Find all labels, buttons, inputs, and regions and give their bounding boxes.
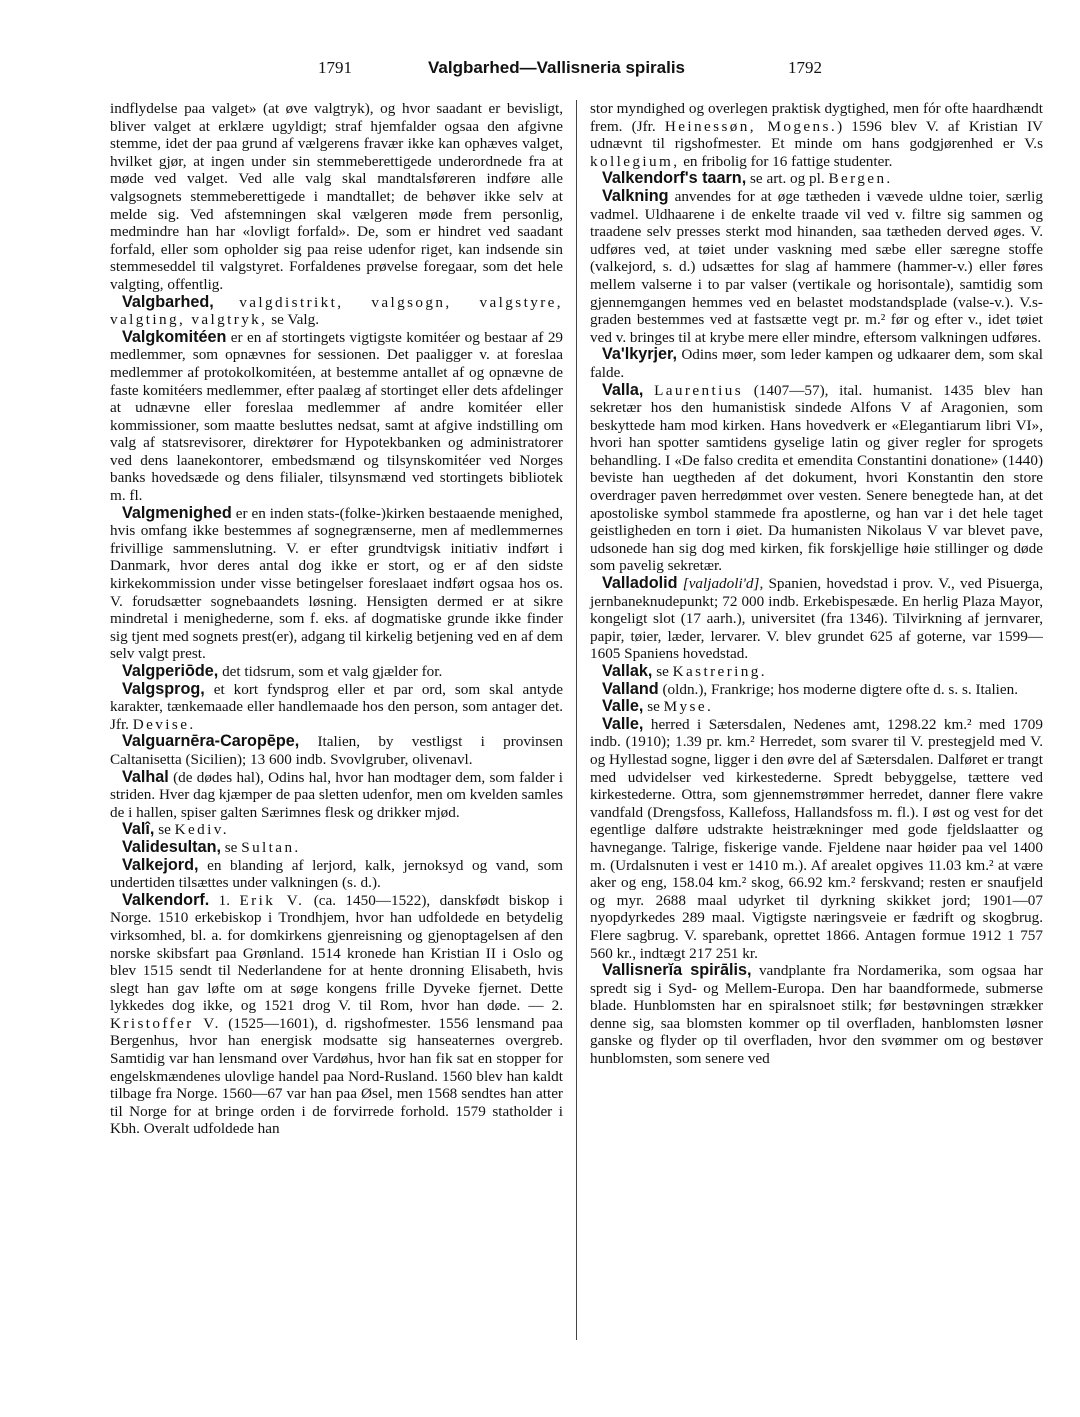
entry-continuation: indflydelse paa valget» (at øve valgtryk), og hvor saadant er bevisligt, bliver valget at erklære ugyldigt; straf hjemfalder ogsaa den afgivne stemme, idet der paa grund af vælgerens fravær ikke kan ophæves valget, hvilket gjør, at ingen under sin stemmeberettigede underordnede fra at møde ved valget. Ved alle valg skal mandtalsføreren indføre alle valgsognets stemmeberettigede i mandtallet; de behøver ikke selv at melde sig. Ved afstemningen skal vælgeren møde frem personlig, medmindre han har «lovligt forfald». De, som er hindret ved saadant forfald, eller som opholder sig paa reise udenfor riget, kan indsende sin stemmeseddel til valgstyret. Forfaldenes prøvelse foregaar, som det hele valgting, offentlig.	[110, 100, 563, 293]
entry-valgperiode: Valgperiōde, det tidsrum, som et valg gjælder for.	[122, 662, 443, 680]
entry-valgkomiteen: Valgkomitéen er en af stortingets vigtigste komitéer og bestaar af 29 medlemmer, som opnævnes for sessionen. Det paaligger v. at foreslaa medlemmer af protokolkomitéen, at bestemme antallet af og opnævne de faste komitéers medlemmer, efter paalæg af stortinget eller dets afdelinger at udnævne eller foreslaa medlemmer af andre komitéer eller kommissioner, som maatte besluttes nedsat, samt at afgive indstilling om valg af statsrevisorer, direktører for Hypotekbanken og administratorer ved dens laanekontorer, embedsmænd og tilsynskomitéer ved Norges banks hovedsæde og dens filialer, tilsynsmænd ved stortingets bibliotek m. fl.	[110, 327, 564, 505]
entry-valland: Valland (oldn.), Frankrige; hos moderne digtere ofte d. s. s. Italien.	[602, 679, 1019, 698]
entry-vallisneria: Vallisnerĭa spirālis, vandplante fra Nordamerika, som ogsaa har spredt sig i Syd- og Mellem-Europa. Den har baandformede, submerse blade. Hunblomsten har en spiralsnoet stilk; før bestøvningen strækker denne sig, saa blomsten kommer op til overfladen, hanblomsten løsner ganske og flyder op til overfladen, hvor den svømmer om og bestøver hunblomsten, som senere ved	[590, 961, 1043, 1068]
headword: Valguarnēra-Caropēpe,	[122, 732, 300, 751]
entry-valle-herred: Valle, herred i Sætersdalen, Nedenes amt, 1298.22 km.² med 1709 indb. (1910); 1.39 pr. km.² Herredet, som svarer til V. prestegjeld med V. og Hyllestad sogne, ligger i den øvre del af Sætersdalen. Dalføret er trangt med udvidelser ved kirkestederne. Spredt bebyggelse, tættere ved kirkestederne. Ottra, som gjennemstrømmer herredet, danner flere vakre vandfald (Drengsfoss, Kallefoss, Hallandsfoss m. fl.). I øst og vest for det egentlige dalføre udstrakte heistrækninger med gode fjeldslaatter og havnegange. Talrige, fiskerige vande. Fjeldene naar høider paa vel 1400 m. (Urdalsnuten i vest er 1410 m.). Af arealet opgives 11.03 km.² at være aker og eng, 158.04 km.² skog, 66.92 km.² ferskvand; resten er snaufjeld og myr. 2688 maal udyrket til dyrkning skikket jord; 1901—07 nyopdyrkedes 289 maal. Vigtigste næringsveie er fædrift og skogbrug. Flere sagbrug. V. sparebank, oprettet 1866. Antagen formue 1912 1 757 560 kr., indtægt 217 251 kr.	[590, 714, 1043, 962]
entry-valgbarhed: Valgbarhed, valgdistrikt, valgsogn, valgstyre, valgting, valgtryk, se Valg.	[110, 292, 563, 329]
entry-valkendorf: Valkendorf. 1. Erik V. (ca. 1450—1522), danskfødt biskop i Norge. 1510 erkebiskop i Trondhjem, hvor han udfoldede en betydelig virksomhed, bl. a. for domkirkens gjenreisning og gjenoptagelsen af den norske skibsfart paa Grønland. 1514 kronede han Kristian II i Oslo og blev 1515 sendt til Nederlandene for at hente dronning Elisabeth, hvis slegt han gav løfte om at søge kongens frille Dyveke fjernet. Dette lykkedes dog ikke, og 1521 drog V. til Rom, hvor han døde. — 2. Kristoffer V. (1525—1601), d. rigshofmester. 1556 lensmand paa Bergenhus, hvor han energisk modsatte sig hanseaternes overgreb. Samtidig var han lensmand over Vardøhus, hvor han fik sat en stopper for engelskmændenes ulovlige handel paa Nord-Rusland. 1560 blev han kaldt tilbage fra Norge. 1560—67 var han paa Øsel, men 1568 sendtes han atter til Norge for at bringe orden i de forvirrede forhold. 1579 statholder i Kbh. Overalt udfoldede han	[110, 890, 564, 1138]
headword: Valhal	[122, 767, 169, 786]
headword: Valla,	[602, 380, 644, 399]
headword: Valkejord,	[122, 855, 199, 874]
entry-vali: Valî, se Kediv.	[122, 820, 229, 839]
page-number-right: 1792	[788, 58, 822, 77]
headword: Valgmenighed	[122, 503, 232, 522]
headword: Va'lkyrjer,	[602, 345, 677, 364]
headword: Valgperiōde,	[122, 662, 219, 680]
entry-valkendorfs-taarn: Valkendorf's taarn, se art. og pl. Bergen.	[602, 169, 893, 188]
entry-valgmenighed: Valgmenighed er en inden stats-(folke-)kirken bestaaende menighed, hvis omfang ikke bestemmes af sognegrænserne, men af medlemmernes frivillige sammenslutning. V. er efter grundtvigsk initiativ indført i Danmark, hvor deres antal dog ikke er stort, og er af den sidste kirkekommission under visse betingelser foreslaaet indført ogsaa hos os. V. forudsætter sognebaandets løsning. Hensigten dermed er at sikre mindretal i menighederne, som f. eks. af dogmatiske grunde ikke finder sig tjent med sognets prest(er), adgang til kirkelig betjening ved en af dem selv valgt prest.	[110, 503, 564, 663]
headword: Valle,	[602, 697, 644, 716]
headword: Valle,	[602, 714, 644, 733]
headword: Valladolid	[602, 574, 678, 593]
page-number-left: 1791	[318, 58, 352, 77]
entry-valguarnera: Valguarnēra-Caropēpe, Italien, by vestligst i provinsen Caltanisetta (Sicilien); 13 600 indb. Svovlgruber, olivenavl.	[110, 732, 563, 768]
headword: Valland	[602, 679, 659, 698]
entry-valhal: Valhal (de dødes hal), Odins hal, hvor han modtager dem, som falder i striden. Hver dag kjæmper de paa sletten udenfor, men om kvelden samles de i hallen, spiser galten Særimnes flesk og drikker mjød.	[110, 767, 563, 821]
entry-valkyrjer: Va'lkyrjer, Odins møer, som leder kampen og udkaarer dem, som skal falde.	[590, 345, 1043, 381]
entry-valkejord: Valkejord, en blanding af lerjord, kalk, jernoksyd og vand, som undertiden tilsættes under valkningen (s. d.).	[110, 855, 564, 892]
headword: Vallisnerĭa spirālis,	[602, 961, 752, 980]
headword: Valkendorf.	[122, 890, 210, 909]
running-title: Valgbarhed—Vallisneria spiralis	[428, 58, 686, 77]
headword: Valî,	[122, 820, 155, 839]
entry-valgsprog: Valgsprog, et kort fyndsprog eller et par ord, som skal antyde karakter, tænkemaade eller handlemaade hos den person, som antager det. Jfr. Devise.	[110, 679, 564, 733]
headword: Valgsprog,	[122, 679, 205, 698]
left-column	[110, 100, 563, 1138]
entry-validesultan: Validesultan, se Sultan.	[122, 837, 301, 856]
entry-continuation: stor myndighed og overlegen praktisk dygtighed, men fór ofte haardhændt frem. (Jfr. Heinessøn, Mogens.) 1596 blev V. af Kristian IV udnævnt til rigshofmester. Et minde om hans godgjørenhed er V.s kollegium, en fribolig for 16 fattige studenter.	[590, 100, 1043, 170]
headword: Valkendorf's taarn,	[602, 169, 747, 188]
headword: Validesultan,	[122, 837, 221, 856]
headword: Valkning	[602, 186, 669, 205]
right-column	[590, 100, 1043, 1068]
entry-valla: Valla, Laurentius (1407—57), ital. humanist. 1435 blev han sekretær hos den humanistisk sindede Alfons V af Aragonien, som beskyttede ham mod kirken. Hans hovedverk er «Elegantiarum libri VI», hvori han spotter samtidens gyselige latin og giver regler for sprogets behandling. I «De falso credita et emendita Constantini donatione» (1440) beviste han uegtheden af det dokument, hvori Konstantin den store overdrager paven herredømmet over vesten. Senere benegtede han, at det apostoliske symbol stammede fra apostlerne, og han var i det hele taget geistligheden en torn i øiet. Da humanisten Nikolaus V var blevet pave, udsonede han sig dog med kirken, fik forskjellige høie stillinger og døde som pavelig sekretær.	[590, 380, 1044, 575]
entry-valladolid: Valladolid [valjadoli'd], Spanien, hovedstad i prov. V., ved Pisuerga, jernbaneknudepunkt; 72 000 indb. Erkebispesæde. En herlig Plaza Mayor, kongeligt slot (17 aarh.), universitet (fra 1346). Tilvirkning af jernvarer, papir, tøier, læder, lervarer. V. blev grundet 625 af goterne, var 1599—1605 Spaniens hovedstad.	[590, 574, 1044, 663]
headword: Vallak,	[602, 662, 653, 680]
page-header	[0, 58, 1080, 82]
entry-valkning: Valkning anvendes for at øge tætheden i vævede uldne toier, særlig vadmel. Uldhaarene i de enkelte traade vil ved v. filtre sig sammen og traadene selv presses sterkt mod hinanden, saa tætheden derved øges. V. udføres ved, at tøiet under vaskning med sæbe eller særegne stoffe (valkejord, s. d.) udsættes for slag af hammere (hammer-v.) eller føres mellem valserne i to par valser (vertikale og horisontale), samtidig som gjennemgangen hemmes ved en belastet modstandsplade (valse-v.). V.s-graden bestemmes ved at fastsætte vegt pr. m.² før og efter v., idet tøiet ved v. bringes til at krybe mere eller mindre, eftersom valkningen udføres.	[590, 186, 1043, 346]
headword: Valgbarhed,	[122, 292, 214, 311]
column-divider	[576, 100, 577, 1340]
headword: Valgkomitéen	[122, 327, 227, 346]
entry-vallak: Vallak, se Kastrering.	[602, 662, 767, 680]
entry-valle-myse: Valle, se Myse.	[602, 697, 714, 716]
